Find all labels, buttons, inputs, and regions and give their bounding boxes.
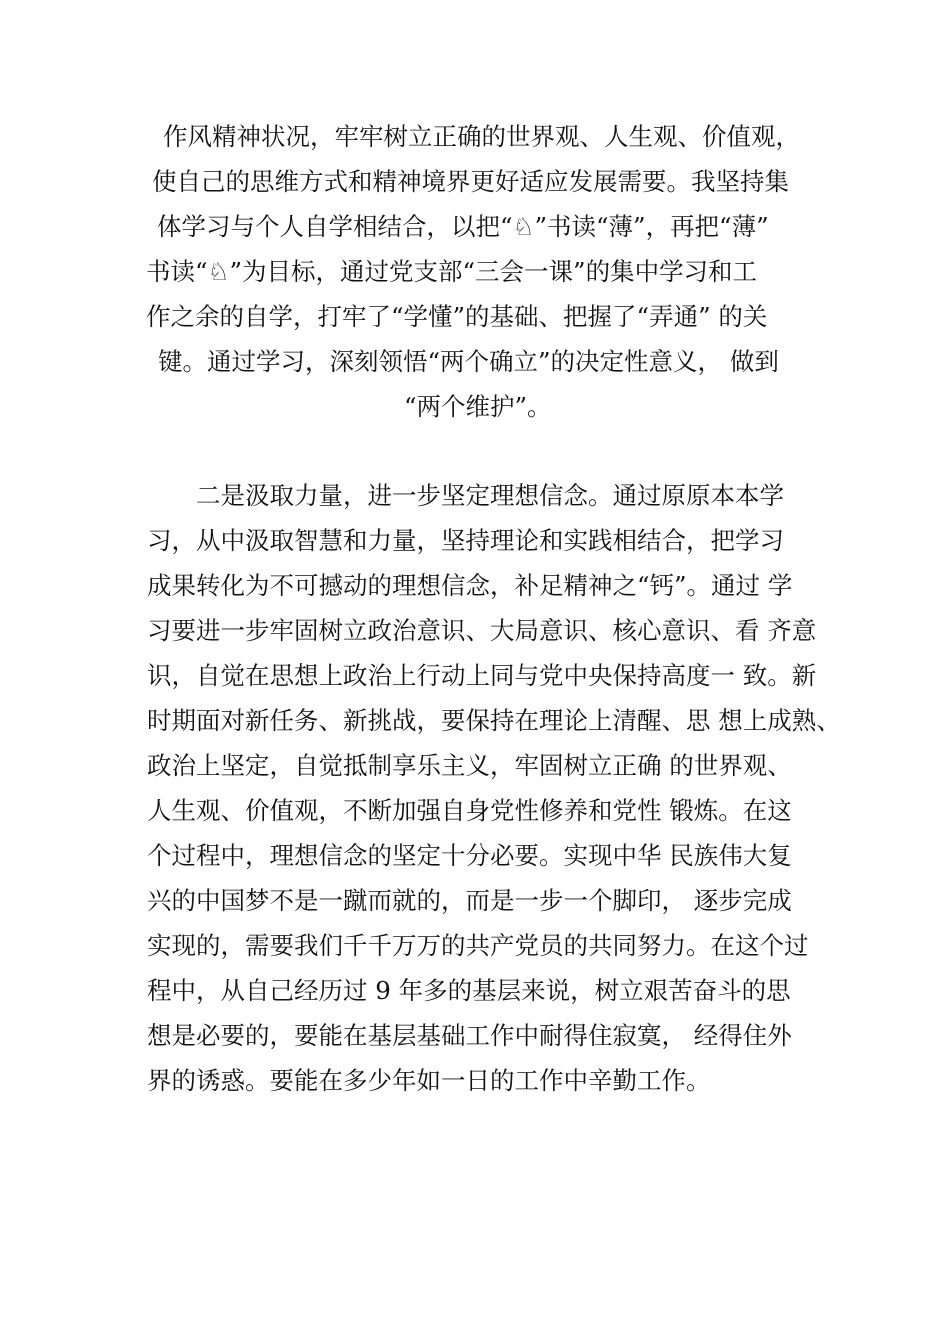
text-line: 实现的，需要我们千千万万的共产党员的共同努力。在这个过 — [147, 931, 809, 960]
text-line: 二是汲取力量，进一步坚定理想信念。通过原原本本学 — [196, 481, 784, 510]
text-line: 个过程中，理想信念的坚定十分必要。实现中华 民族伟大复 — [147, 841, 792, 870]
text-line: 使自己的思维方式和精神境界更好适应发展需要。我坚持集 — [152, 167, 789, 196]
text-line: 界的诱惑。要能在多少年如一日的工作中辛勤工作。 — [147, 1066, 711, 1095]
text-line: 作之余的自学，打牢了“学懂”的基础、把握了“弄通” 的关 — [146, 302, 768, 331]
text-line: 人生观、价值观，不断加强自身党性修养和党性 锻炼。在这 — [147, 796, 792, 825]
text-line: 识，自觉在思想上政治上行动上同与党中央保持高度一 致。新 — [147, 661, 817, 690]
text-line: 习，从中汲取智慧和力量，坚持理论和实践相结合，把学习 — [147, 526, 784, 555]
text-line: 习要进一步牢固树立政治意识、大局意识、核心意识、看 齐意 — [147, 616, 817, 645]
text-line: 程中，从自己经历过 9 年多的基层来说，树立艰苦奋斗的思 — [147, 976, 791, 1005]
text-line: “两个维护”。 — [404, 392, 552, 421]
text-line: 书读“♘”为目标，通过党支部“三会一课”的集中学习和工 — [146, 257, 758, 286]
text-line: 成果转化为不可撼动的理想信念，补足精神之“钙”。通过 学 — [147, 571, 793, 600]
text-line: 兴的中国梦不是一蹴而就的，而是一步一个脚印， 逐步完成 — [147, 886, 792, 915]
text-line: 政治上坚定，自觉抵制享乐主义，牢固树立正确 的世界观、 — [147, 751, 792, 780]
text-line: 键。通过学习，深刻领悟“两个确立”的决定性意义， 做到 — [158, 347, 779, 376]
text-line: 体学习与个人自学相结合，以把“♘”书读“薄”，再把“薄” — [157, 212, 769, 241]
text-line: 时期面对新任务、新挑战，要保持在理论上清醒、思 想上成熟、 — [147, 706, 841, 735]
text-line: 作风精神状况，牢牢树立正确的世界观、人生观、价值观， — [163, 122, 800, 151]
text-line: 想是必要的，要能在基层基础工作中耐得住寂寞， 经得住外 — [147, 1021, 792, 1050]
